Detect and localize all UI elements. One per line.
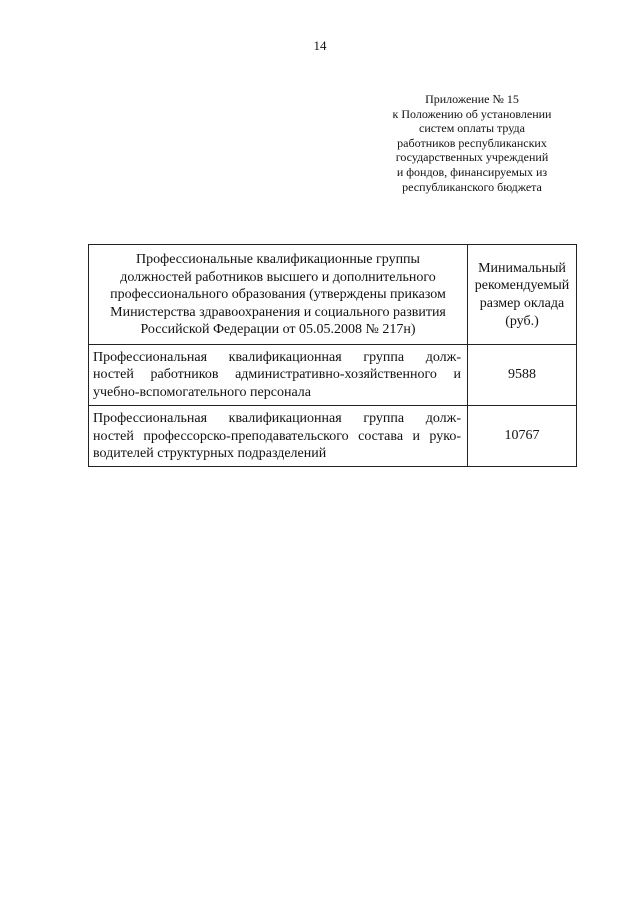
table-header-row — [89, 245, 577, 345]
appendix-line: Приложение № 15 — [425, 92, 519, 106]
group-line: ностей работников административно-хозяйственного и — [93, 367, 461, 383]
table-row — [89, 406, 577, 467]
salary-cell: 10767 — [468, 406, 577, 467]
header-line: профессионального образования (утверждены приказом — [110, 287, 446, 303]
group-line: ностей профессорско-преподавательского состава и руко- — [93, 428, 461, 444]
appendix-note — [372, 92, 572, 194]
group-name-cell — [89, 344, 468, 405]
salary-table — [88, 244, 577, 467]
appendix-line: работников республиканских — [397, 135, 547, 150]
page-number: 14 — [313, 38, 327, 53]
appendix-line: систем оплаты труда — [419, 121, 525, 136]
header-line: (руб.) — [505, 313, 539, 329]
header-line: Профессиональные квалификационные группы — [136, 252, 420, 267]
header-line: размер оклада — [479, 295, 565, 311]
appendix-line: республиканского бюджета — [402, 179, 542, 194]
header-groups-cell — [89, 245, 468, 345]
appendix-line: и фондов, финансируемых из — [396, 164, 548, 179]
table-row — [89, 344, 577, 405]
header-line: Минимальный — [478, 260, 566, 276]
salary-cell: 9588 — [468, 344, 577, 405]
appendix-line: государственных учреждений — [395, 150, 549, 165]
group-line: водителей структурных подразделений — [93, 446, 327, 461]
group-line: учебно-вспомогательного персонала — [93, 384, 311, 400]
group-name-cell — [89, 406, 468, 467]
appendix-line: к Положению об установлении — [392, 106, 552, 121]
header-line: рекомендуемый — [474, 278, 570, 294]
group-line: Профессиональная квалификационная группа долж- — [93, 349, 461, 365]
header-line: Российской Федерации от 05.05.2008 № 217н) — [140, 322, 416, 338]
group-line: Профессиональная квалификационная группа долж- — [93, 411, 461, 427]
header-line: должностей работников высшего и дополнительного — [120, 269, 436, 285]
header-line: Министерства здравоохранения и социального развития — [110, 304, 446, 320]
header-salary-cell — [468, 245, 577, 345]
